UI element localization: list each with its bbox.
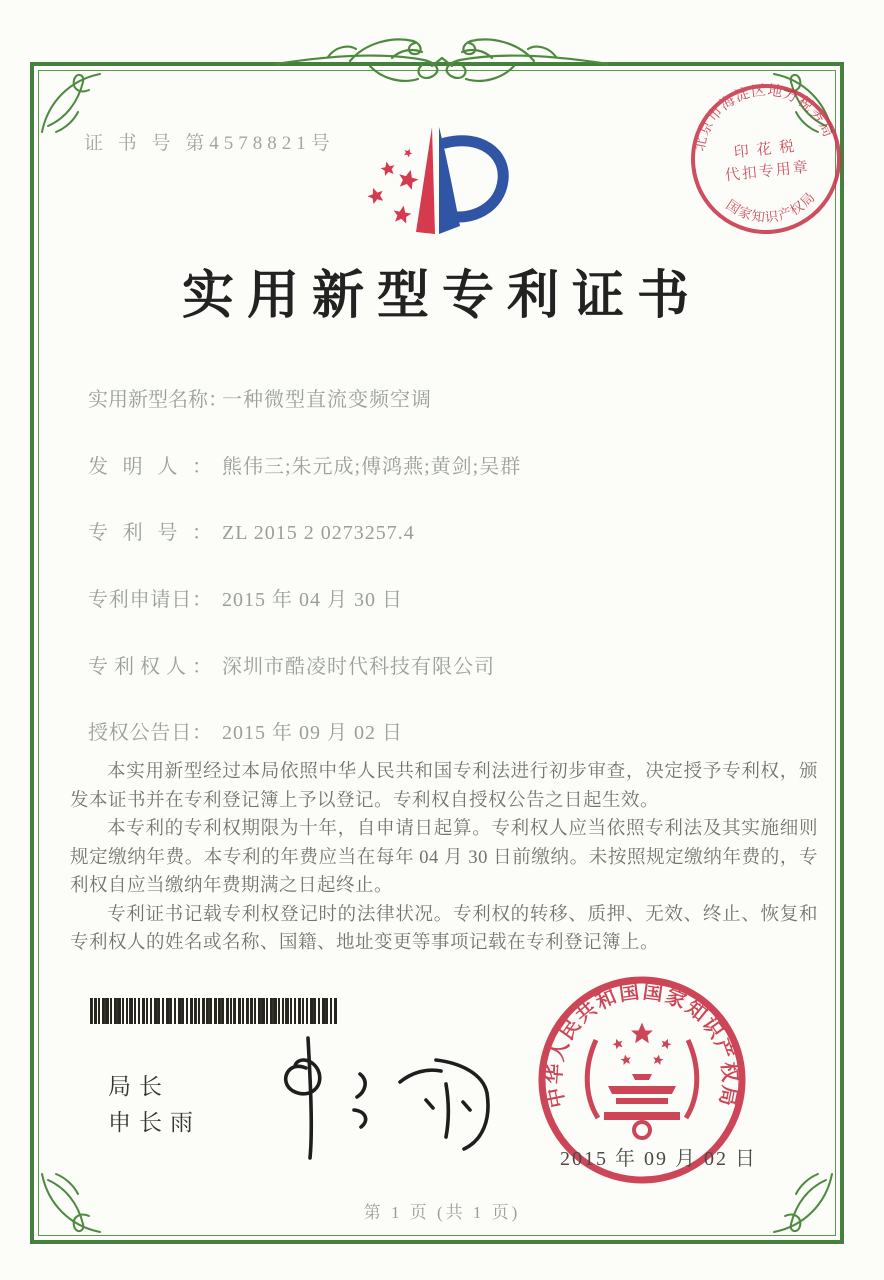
field-value: 2015 年 09 月 02 日	[222, 722, 403, 744]
barcode	[90, 998, 337, 1024]
field-utility-model-name	[88, 383, 432, 412]
legal-paragraph-2: 本专利的专利权期限为十年，自申请日起算。专利权人应当依照专利法及其实施细则规定缴纳年费。本专利的年费应当在每年 04 月 30 日前缴纳。未按照规定缴纳年费的，专利权自应当缴纳年费期满之日起终止。	[70, 819, 818, 896]
legal-paragraph-1: 本实用新型经过本局依照中华人民共和国专利法进行初步审查，决定授予专利权，颁发本证书并在专利登记簿上予以登记。专利权自授权公告之日起生效。	[70, 762, 818, 811]
seal-date: 2015 年 09 月 02 日	[560, 1148, 757, 1170]
stamp-tax-seal	[666, 59, 866, 259]
svg-text:国家知识产权局	[722, 188, 820, 229]
border-top-flourish-icon	[272, 24, 612, 100]
field-label: 专利号：	[88, 522, 212, 544]
field-filing-date	[88, 583, 403, 612]
field-label: 实用新型名称：	[88, 389, 228, 411]
director-title: 局长	[108, 1073, 170, 1099]
field-inventors	[88, 450, 521, 479]
field-value: 一种微型直流变频空调	[222, 389, 432, 411]
office-seal-arc-text: 中华人民共和国国家知识产权局	[543, 980, 741, 1110]
field-label: 专利权人：	[88, 656, 212, 678]
legal-text	[70, 758, 818, 958]
tax-seal-bottom-arc-text: 国家知识产权局	[723, 189, 819, 226]
field-label: 发明人：	[88, 456, 212, 478]
field-label: 授权公告日：	[88, 722, 212, 744]
field-patentee	[88, 650, 495, 679]
legal-paragraph-3: 专利证书记载专利权登记时的法律状况。专利权的转移、质押、无效、终止、恢复和专利权人的姓名或名称、国籍、地址变更等事项记载在专利登记簿上。	[70, 904, 818, 953]
field-label: 专利申请日：	[88, 589, 212, 611]
page-number: 第 1 页 (共 1 页)	[363, 1203, 521, 1222]
director-name: 申长雨	[108, 1109, 201, 1135]
field-grant-date	[88, 716, 403, 745]
certificate-number: 证 书 号 第4578821号	[84, 133, 335, 154]
director-signature-icon	[250, 1032, 500, 1164]
sipo-logo-icon	[348, 122, 520, 256]
certificate-title: 实用新型专利证书	[181, 268, 702, 325]
tax-seal-center-line1: 印 花 税	[733, 138, 797, 162]
tax-seal-center-line2: 代扣专用章	[724, 159, 811, 185]
field-value: 深圳市酷凌时代科技有限公司	[222, 656, 495, 678]
tax-seal-top-arc-text: 北京市海淀区地方税务局	[691, 82, 837, 153]
field-value: 2015 年 04 月 30 日	[222, 589, 403, 611]
national-emblem-icon	[587, 1023, 697, 1139]
certificate-fields	[88, 383, 808, 763]
field-value: ZL 2015 2 0273257.4	[222, 522, 415, 544]
field-value: 熊伟三;朱元成;傅鸿燕;黄剑;吴群	[222, 456, 522, 478]
field-patent-number	[88, 516, 415, 545]
